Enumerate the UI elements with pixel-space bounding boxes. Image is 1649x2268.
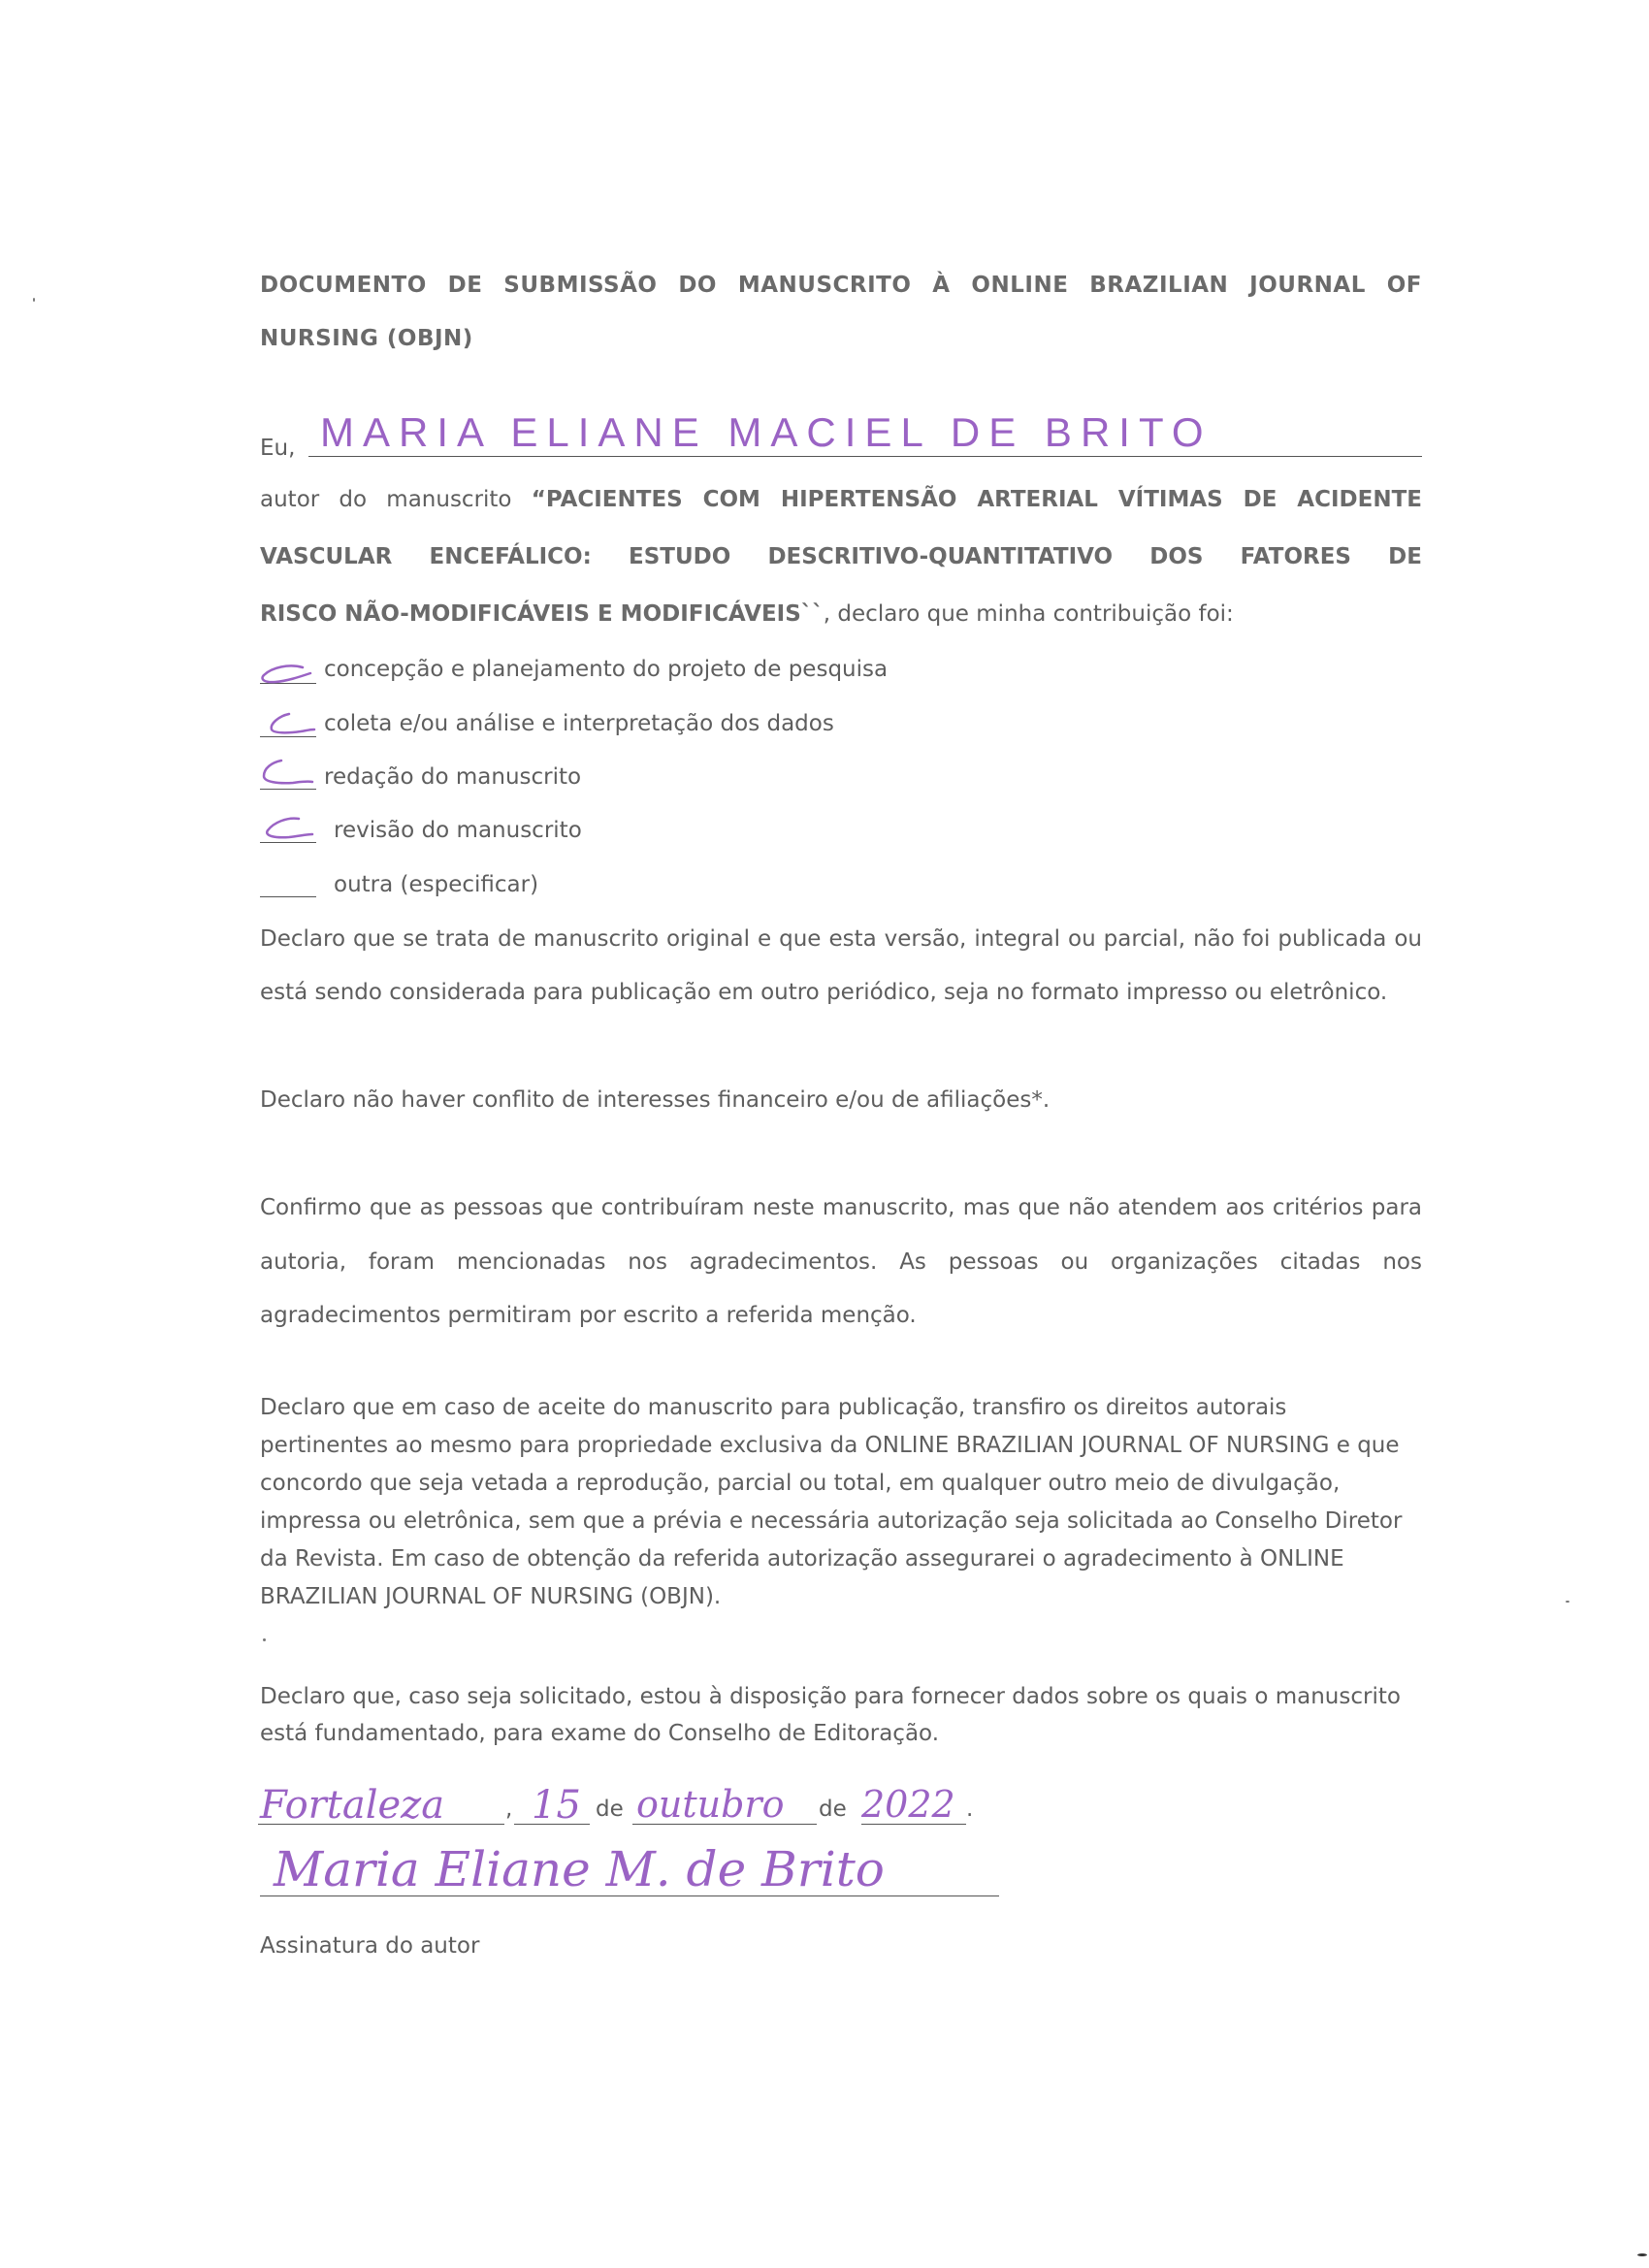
checkmark-icon: [256, 757, 316, 790]
city-handwritten: Fortaleza: [260, 1783, 445, 1828]
scan-speck: [33, 298, 35, 302]
manuscript-title-part-3: RISCO NÃO-MODIFICÁVEIS E MODIFICÁVEIS``: [260, 601, 824, 627]
contribution-label: revisão do manuscrito: [334, 818, 582, 843]
document-title-line-2: NURSING (OBJN): [260, 326, 473, 351]
manuscript-intro: autor do manuscrito: [260, 487, 532, 512]
checkmark-icon: [254, 658, 314, 691]
contribution-label: redação do manuscrito: [324, 764, 582, 790]
scan-speck: [1566, 1601, 1569, 1603]
month-handwritten: outubro: [636, 1783, 785, 1826]
contribution-label: coleta e/ou análise e interpretação dos dados: [324, 711, 834, 736]
contribution-label: outra (especificar): [334, 872, 539, 897]
rights-line-6: BRAZILIAN JOURNAL OF NURSING (OBJN).: [260, 1584, 722, 1609]
author-signature: Maria Eliane M. de Brito: [274, 1841, 885, 1897]
date-de: de: [819, 1797, 847, 1822]
author-prefix: Eu,: [260, 436, 296, 461]
acknowledgement-line-2: autoria, foram mencionadas nos agradecimentos. As pessoas ou organizações citadas nos: [260, 1249, 1422, 1275]
manuscript-title-part-1: “PACIENTES COM HIPERTENSÃO ARTERIAL VÍTIMAS DE ACIDENTE: [531, 487, 1422, 512]
date-period: .: [966, 1797, 974, 1822]
checkmark-icon: [256, 811, 316, 844]
manuscript-title-line-1: [260, 485, 1422, 514]
signature-label: Assinatura do autor: [260, 1933, 480, 1959]
year-handwritten: 2022: [861, 1783, 955, 1826]
data-availability-line-1: Declaro que, caso seja solicitado, estou à disposição para fornecer dados sobre os quais o manuscrito: [260, 1684, 1401, 1709]
acknowledgement-line-1: Confirmo que as pessoas que contribuíram neste manuscrito, mas que não atendem aos critérios para: [260, 1195, 1422, 1220]
document-title-line-1: DOCUMENTO DE SUBMISSÃO DO MANUSCRITO À ONLINE BRAZILIAN JOURNAL OF: [260, 273, 1422, 298]
checkmark-icon: [258, 708, 318, 741]
rights-line-5: da Revista. Em caso de obtenção da referida autorização assegurarei o agradecimento à ONLINE: [260, 1546, 1344, 1571]
stray-mark: [263, 1638, 266, 1641]
rights-line-4: impressa ou eletrônica, sem que a prévia e necessária autorização seja solicitada ao Conselho Diretor: [260, 1508, 1403, 1534]
day-handwritten: 15: [532, 1783, 581, 1828]
manuscript-title-line-3: [260, 599, 1234, 629]
conflict-declaration: Declaro não haver conflito de interesses financeiro e/ou de afiliações*.: [260, 1087, 1051, 1113]
date-comma: ,: [505, 1797, 513, 1822]
author-name-line: [308, 456, 1422, 457]
contribution-label: concepção e planejamento do projeto de pesquisa: [324, 657, 889, 682]
acknowledgement-line-3: agradecimentos permitiram por escrito a referida menção.: [260, 1303, 917, 1328]
manuscript-title-line-2: VASCULAR ENCEFÁLICO: ESTUDO DESCRITIVO-QUANTITATIVO DOS FATORES DE: [260, 544, 1422, 569]
author-name-handwritten: MARIA ELIANE MACIEL DE BRITO: [320, 409, 1212, 455]
original-declaration-line-2: está sendo considerada para publicação em outro periódico, seja no formato impresso ou eletrônico.: [260, 980, 1388, 1005]
contribution-declaration: , declaro que minha contribuição foi:: [823, 601, 1234, 627]
rights-line-3: concordo que seja vetada a reprodução, parcial ou total, em qualquer outro meio de divulgação,: [260, 1471, 1341, 1496]
contribution-blank: [260, 896, 316, 897]
data-availability-line-2: está fundamentado, para exame do Conselho de Editoração.: [260, 1721, 940, 1746]
date-de: de: [596, 1797, 624, 1822]
scan-speck: [1637, 2253, 1647, 2256]
rights-line-2: pertinentes ao mesmo para propriedade exclusiva da ONLINE BRAZILIAN JOURNAL OF NURSING e que: [260, 1433, 1400, 1458]
original-declaration-line-1: Declaro que se trata de manuscrito original e que esta versão, integral ou parcial, não foi publicada ou: [260, 926, 1422, 952]
rights-line-1: Declaro que em caso de aceite do manuscrito para publicação, transfiro os direitos autorais: [260, 1395, 1287, 1420]
